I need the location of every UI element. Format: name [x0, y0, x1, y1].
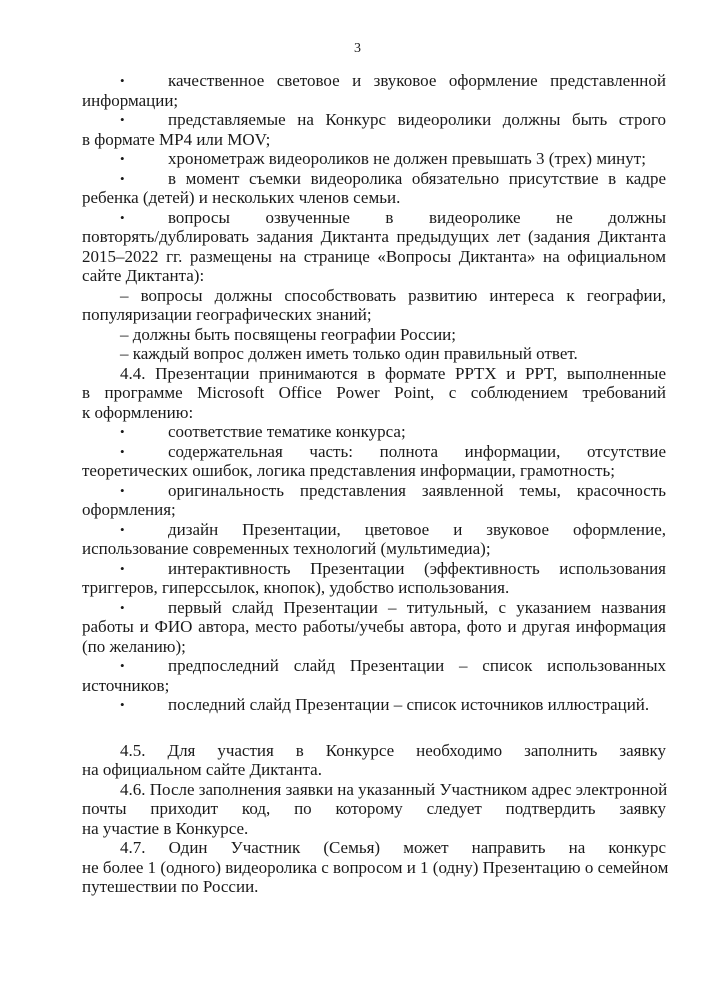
text-line-last: (по желанию); — [82, 636, 186, 656]
text-line: повторять/дублировать задания Диктанта предыдущих лет (задания Диктанта — [82, 227, 666, 246]
bullet-icon: • — [120, 424, 125, 439]
bullet-item — [82, 656, 666, 676]
paragraph-first-line: 4.4. Презентации принимаются в формате PPTX и PPT, выполненные — [120, 363, 666, 383]
paragraph-first-line: 4.7. Один Участник (Семья) может направить на конкурс — [120, 838, 666, 857]
text-line-last: триггеров, гиперссылок, кнопок), удобство использования. — [82, 578, 510, 597]
paragraph-first-line: – вопросы должны способствовать развитию интереса к географии, — [120, 285, 666, 305]
text-line-last: источников; — [82, 675, 170, 695]
bullet-text: в момент съемки видеоролика обязательно присутствие в кадре — [168, 168, 666, 188]
bullet-text: представляемые на Конкурс видеоролики должны быть строго — [168, 110, 666, 129]
text-line-last: путешествии по России. — [82, 877, 259, 896]
bullet-item — [82, 169, 666, 189]
document-body — [82, 71, 669, 897]
text-line-last: оформления; — [82, 500, 176, 519]
bullet-text: интерактивность Презентации (эффективность использования — [168, 558, 666, 578]
text-line-last: к оформлению: — [82, 402, 194, 422]
bullet-item — [82, 520, 666, 540]
text-line-last: ребенка (детей) и нескольких членов семьи. — [82, 188, 401, 207]
bullet-text: дизайн Презентации, цветовое и звуковое оформление, — [168, 519, 666, 539]
bullet-icon: • — [120, 151, 125, 166]
bullet-icon: • — [120, 482, 125, 498]
text-line-last: на участие в Конкурсе. — [82, 818, 249, 838]
bullet-item — [82, 598, 666, 618]
paragraph-first-line: 4.6. После заполнения заявки на указанный Участником адрес электронной — [120, 779, 668, 799]
bullet-icon: • — [120, 209, 125, 225]
bullet-item — [82, 559, 666, 579]
bullet-text: соответствие тематике конкурса; — [168, 422, 406, 441]
page-number: 3 — [354, 41, 361, 56]
text-line-last: на официальном сайте Диктанта. — [82, 760, 322, 779]
bullet-item — [82, 442, 666, 462]
text-line-last: популяризации географических знаний; — [82, 305, 372, 324]
text-line: 2015–2022 гг. размещены на странице «Вопросы Диктанта» на официальном — [82, 246, 666, 266]
bullet-icon: • — [120, 170, 125, 186]
bullet-item — [82, 110, 666, 130]
bullet-item — [82, 481, 666, 501]
bullet-text: хронометраж видеороликов не должен превышать 3 (трех) минут; — [168, 149, 646, 168]
text-line: в программе Microsoft Office Power Point, с соблюдением требований — [82, 383, 666, 402]
bullet-text: оригинальность представления заявленной темы, красочность — [168, 480, 666, 500]
text-line: не более 1 (одного) видеоролика с вопросом и 1 (одну) Презентацию о семейном — [82, 857, 669, 877]
text-line-last: в формате MP4 или MOV; — [82, 129, 271, 149]
paragraph-first-line: – каждый вопрос должен иметь только один правильный ответ. — [120, 344, 578, 363]
bullet-item — [82, 71, 666, 91]
bullet-icon: • — [120, 443, 125, 459]
text-line-last: использование современных технологий (мультимедиа); — [82, 539, 491, 558]
text-line-last: информации; — [82, 90, 179, 110]
bullet-icon: • — [120, 658, 125, 673]
paragraph-first-line: – должны быть посвящены географии России; — [120, 324, 457, 344]
bullet-icon: • — [120, 599, 125, 615]
bullet-text: предпоследний слайд Презентации – список использованных — [168, 656, 666, 675]
bullet-icon: • — [120, 697, 125, 712]
bullet-icon: • — [120, 73, 125, 88]
paragraph-gap — [82, 715, 666, 741]
bullet-text: вопросы озвученные в видеоролике не должны — [168, 207, 666, 227]
paragraph-first-line: 4.5. Для участия в Конкурсе необходимо заполнить заявку — [120, 740, 666, 760]
text-line-last: сайте Диктанта): — [82, 266, 205, 285]
bullet-text: первый слайд Презентации – титульный, с указанием названия — [168, 597, 666, 617]
bullet-item — [82, 422, 666, 442]
text-line: почты приходит код, по которому следует подтвердить заявку — [82, 799, 666, 818]
bullet-icon: • — [120, 521, 125, 537]
bullet-text: содержательная часть: полнота информации, отсутствие — [168, 441, 666, 461]
text-line: работы и ФИО автора, место работы/учебы автора, фото и другая информация — [82, 617, 666, 636]
text-line-last: теоретических ошибок, логика представления информации, грамотность; — [82, 461, 615, 480]
bullet-text: качественное световое и звуковое оформление представленной — [168, 71, 666, 90]
bullet-icon: • — [120, 560, 125, 576]
bullet-item — [82, 149, 666, 169]
bullet-item — [82, 208, 666, 228]
bullet-item — [82, 695, 666, 715]
bullet-text: последний слайд Презентации – список источников иллюстраций. — [168, 695, 650, 714]
bullet-icon: • — [120, 112, 125, 127]
